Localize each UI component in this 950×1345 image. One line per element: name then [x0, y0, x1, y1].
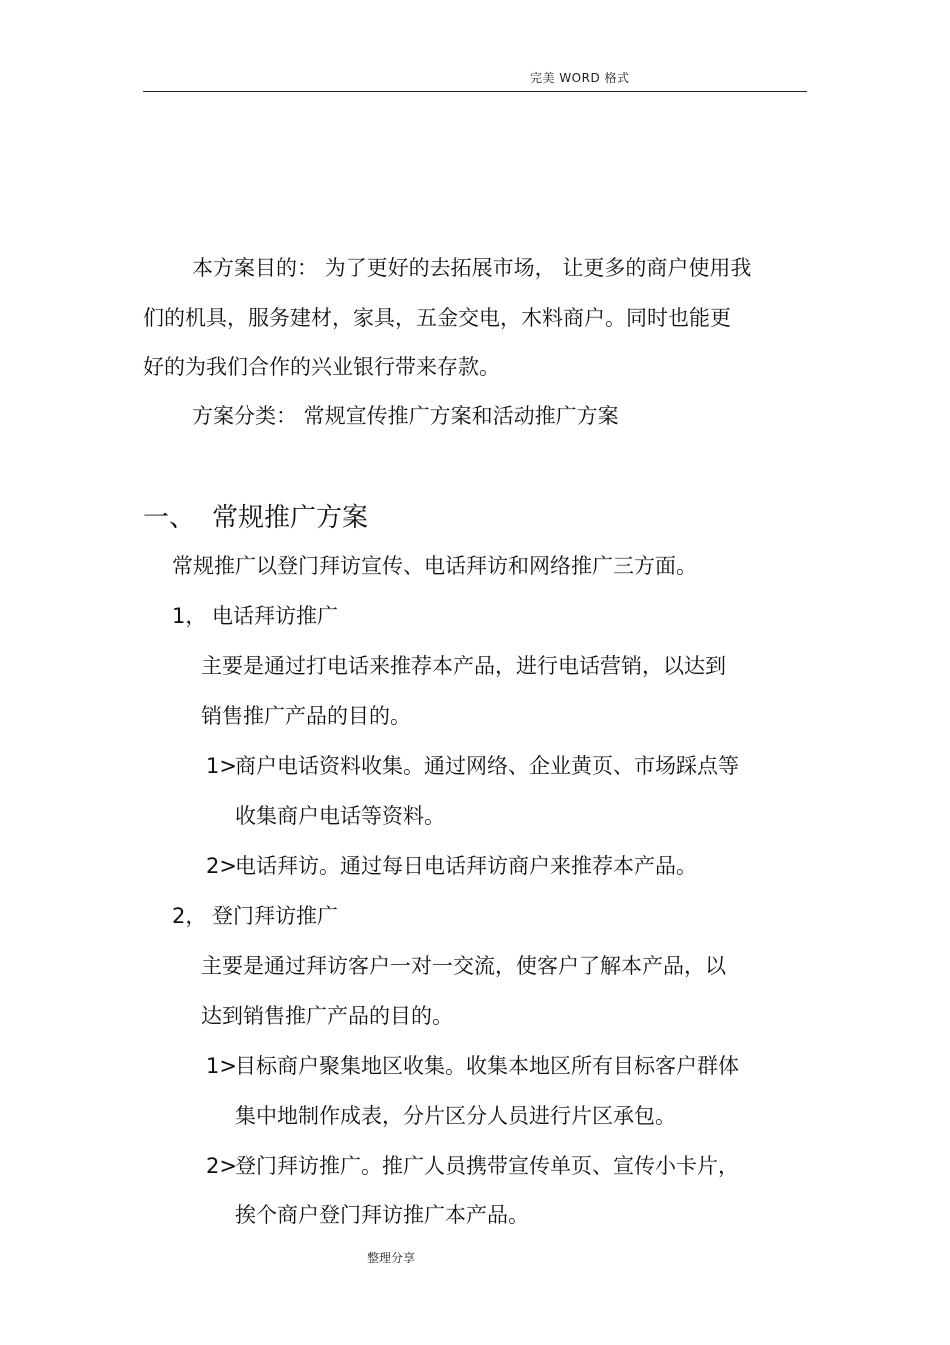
item2-desc-line-2: 达到销售推广产品的目的。: [201, 1004, 453, 1028]
item1-number: 1，: [172, 604, 207, 628]
header-divider: [143, 91, 807, 92]
item2-sub1-line-1: 目标商户聚集地区收集。收集本地区所有目标客户群体: [235, 1054, 739, 1078]
page-footer: 整理分享: [367, 1251, 416, 1265]
section-title: 常规推广方案: [212, 503, 369, 533]
purpose-line-2: 们的机具，服务建材，家具，五金交电，木料商户。同时也能更: [143, 306, 731, 330]
item1-sub2-number: 2>: [206, 854, 237, 878]
item1-desc-line-1: 主要是通过打电话来推荐本产品，进行电话营销，以达到: [201, 654, 726, 678]
section-number: 一、: [143, 503, 196, 533]
item2-desc-line-1: 主要是通过拜访客户一对一交流，使客户了解本产品，以: [201, 954, 726, 978]
section-summary: 常规推广以登门拜访宣传、电话拜访和网络推广三方面。: [172, 554, 697, 578]
item2-sub1-number: 1>: [206, 1054, 237, 1078]
item2-title: 登门拜访推广: [212, 904, 338, 928]
item2-sub2-line-1: 登门拜访推广。推广人员携带宣传单页、宣传小卡片，: [235, 1154, 739, 1178]
item1-desc-line-2: 销售推广产品的目的。: [201, 704, 411, 728]
purpose-line-3: 好的为我们合作的兴业银行带来存款。: [143, 355, 500, 379]
item1-sub2-line-1: 电话拜访。通过每日电话拜访商户来推荐本产品。: [235, 854, 697, 878]
category-line: 方案分类： 常规宣传推广方案和活动推广方案: [192, 404, 619, 428]
item1-sub1-line-2: 收集商户电话等资料。: [235, 804, 445, 828]
item2-number: 2，: [172, 904, 207, 928]
item1-sub1-line-1: 商户电话资料收集。通过网络、企业黄页、市场踩点等: [235, 754, 739, 778]
purpose-line-1: 本方案目的： 为了更好的去拓展市场， 让更多的商户使用我: [192, 256, 752, 280]
item2-sub2-number: 2>: [206, 1154, 237, 1178]
page-header: 完美 WORD 格式: [530, 71, 630, 85]
item2-sub2-line-2: 挨个商户登门拜访推广本产品。: [235, 1203, 529, 1227]
item2-sub1-line-2: 集中地制作成表，分片区分人员进行片区承包。: [235, 1104, 676, 1128]
item1-title: 电话拜访推广: [212, 604, 338, 628]
item1-sub1-number: 1>: [206, 754, 237, 778]
